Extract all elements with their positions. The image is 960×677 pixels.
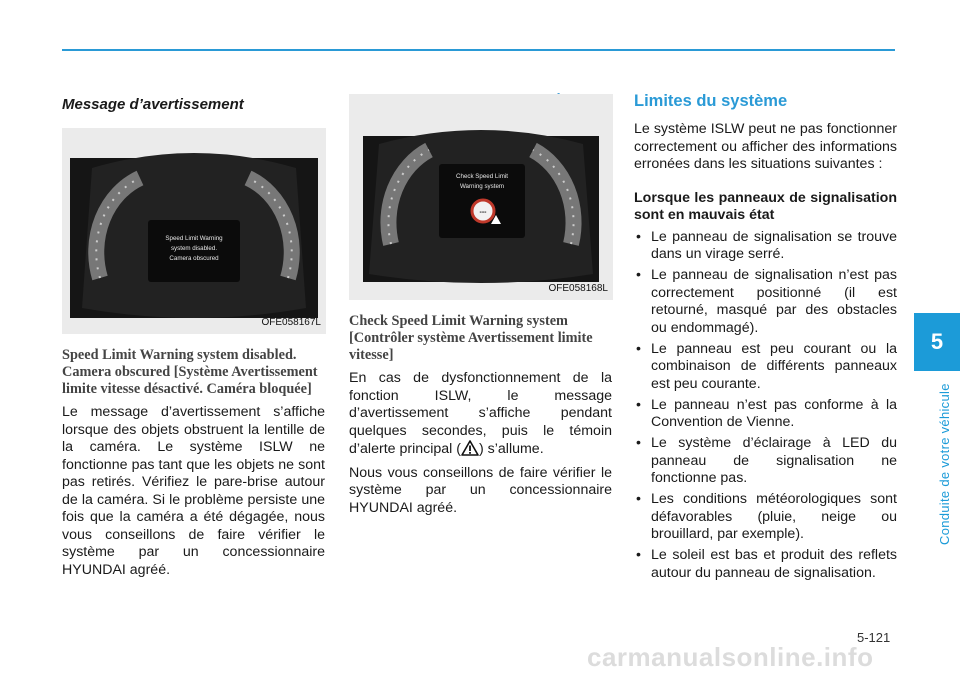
top-rule [62, 49, 895, 51]
bullet-icon: • [636, 340, 641, 357]
chapter-number-tab: 5 [914, 313, 960, 371]
bullet-icon: • [636, 491, 641, 507]
limits-list [634, 229, 897, 583]
screen-line-3: Camera obscured [169, 255, 219, 262]
instrument-cluster-illustration [349, 94, 613, 300]
cluster-figure-2 [349, 94, 613, 300]
column-1 [62, 90, 325, 579]
column-2 [349, 90, 612, 517]
screen-line-1: Speed Limit Warning [165, 235, 223, 242]
list-item-text: Le soleil est bas et produit des reflets autour du panneau de signalisation. [651, 547, 897, 581]
cluster-figure-1 [62, 128, 326, 334]
screen-line-1: Check Speed Limit [456, 173, 508, 180]
list-item [634, 435, 897, 488]
bullet-icon: • [636, 396, 641, 413]
list-item [634, 229, 897, 264]
check-paragraph-2: Nous vous conseillons de faire vérifier le système par un concessionnaire HYUNDAI agréé. [349, 464, 612, 516]
figure-label: OFE058168L [548, 283, 608, 294]
list-item-text: Le panneau de signalisation se trouve dans un virage serré. [651, 228, 897, 262]
list-item [634, 341, 897, 394]
check-paragraph-1-end: ) s’allume. [478, 441, 544, 457]
warning-subheading: Speed Limit Warning system disabled. Camera obscured [Système Avertissement limite vitesse désactivé. Caméra bloquée] [62, 347, 318, 397]
bullet-icon: • [636, 547, 641, 563]
speed-limit-sign-text: --- [479, 209, 487, 216]
limits-intro: Le système ISLW peut ne pas fonctionner correctement ou afficher des informations erronées dans les situations suivantes : [634, 121, 897, 172]
list-item [634, 547, 897, 582]
check-paragraph-1 [349, 370, 612, 459]
bullet-icon: • [636, 267, 641, 283]
figure-label: OFE058167L [261, 317, 321, 328]
footer-watermark: carmanualsonline.info [587, 642, 874, 672]
screen-line-2: system disabled. [170, 245, 218, 252]
check-subheading: Check Speed Limit Warning system [Contrôler système Avertissement limite vitesse] [349, 313, 593, 363]
list-item-text: Les conditions météorologiques sont défavorables (pluie, neige ou brouillard, par exemple). [651, 491, 897, 542]
list-item [634, 491, 897, 544]
check-paragraph-1-start: En cas de dysfonctionnement de la fonction ISLW, le message d’avertissement s’affiche pendant quelques secondes, puis le témoin d’alerte principal ( [349, 370, 612, 457]
list-item [634, 397, 897, 432]
limits-subheading: Lorsque les panneaux de signalisation sont en mauvais état [634, 189, 897, 223]
chapter-title: Conduite de votre véhicule [937, 383, 952, 545]
list-item-text: Le panneau de signalisation n’est pas correctement positionné (il est retourné, masqué par des obstacles ou endommagé). [651, 267, 897, 336]
column-3 [634, 90, 897, 586]
list-item-text: Le panneau est peu courant ou la combinaison de différents panneaux est peu courante. [651, 340, 897, 392]
bullet-icon: • [636, 435, 641, 451]
warning-paragraph: Le message d’avertissement s’affiche lorsque des objets obstruent la lentille de la caméra. Le système ISLW ne fonctionne pas tant que les objets ne sont pas retirés. Vérifiez le pare-brise autour de la caméra. Si le problème persiste une fois que la caméra a été dégagée, nous vous conseillons de faire vérifier le système par un concessionnaire HYUNDAI agréé. [62, 404, 325, 578]
master-warning-icon [461, 440, 479, 456]
list-item [634, 267, 897, 337]
bullet-icon: • [636, 228, 641, 245]
limits-heading: Limites du système [634, 92, 788, 110]
page-number: 5-121 [857, 630, 891, 645]
section-heading: Message d’avertissement [62, 96, 244, 113]
list-item-text: Le système d’éclairage à LED du panneau de signalisation ne fonctionne pas. [651, 435, 897, 486]
instrument-cluster-illustration [62, 128, 326, 334]
list-item-text: Le panneau n’est pas conforme à la Convention de Vienne. [651, 396, 897, 430]
screen-line-2: Warning system [459, 183, 505, 190]
